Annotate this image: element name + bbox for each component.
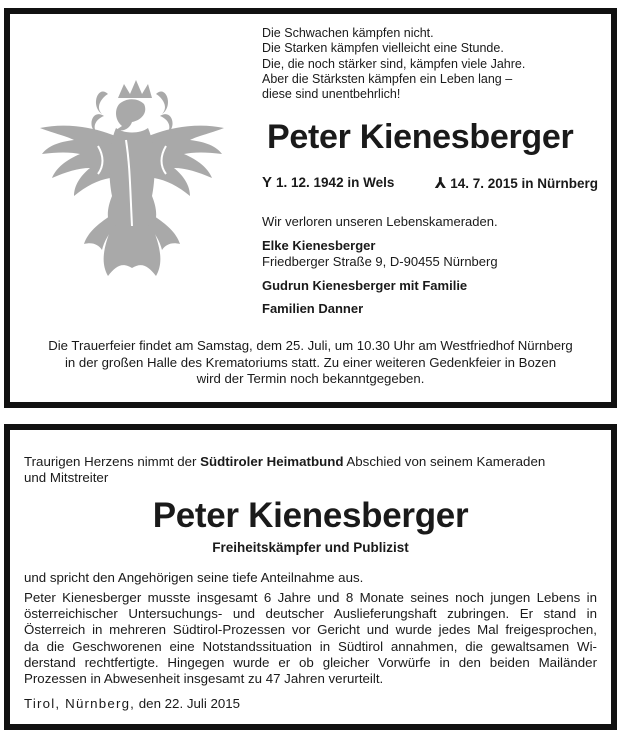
poem-line: Die Starken kämpfen vielleicht eine Stunde.	[262, 41, 504, 56]
biography-line: Peter Kienesberger musste insgesamt 6 Jahre und 8 Monate seines noch jungen Lebens in	[24, 590, 597, 605]
statement: Wir verloren unseren Lebenskameraden.	[262, 214, 498, 229]
birth-symbol-icon: Y	[262, 174, 273, 191]
death-text: 14. 7. 2015 in Nürnberg	[450, 176, 598, 191]
place-and-date	[24, 696, 240, 711]
biography-line: da die Geschworenen eine Notstandssituation in Südtirol annahmen, die gewaltsamen Wi-	[24, 638, 597, 654]
deceased-title: Freiheitskämpfer und Publizist	[212, 540, 409, 555]
intro-text	[24, 454, 597, 486]
poem-line: Die Schwachen kämpfen nicht.	[262, 26, 434, 40]
mourner-name: Gudrun Kienesberger mit Familie	[262, 277, 468, 293]
place: Tirol, Nürnberg,	[24, 696, 136, 711]
intro-part: Abschied von seinem Kameraden	[343, 454, 546, 469]
mourner-name: Familien Danner	[262, 301, 364, 316]
service-line: Die Trauerfeier findet am Samstag, dem 25. Juli, um 10.30 Uhr am Westfriedhof Nürnberg	[48, 338, 573, 353]
service-line: in der großen Halle des Krematoriums statt. Zu einer weiteren Gedenkfeier in Bozen	[64, 354, 557, 370]
birth-text: 1. 12. 1942 in Wels	[276, 175, 395, 190]
funeral-service-info	[10, 338, 611, 388]
death-notice-family	[4, 8, 617, 408]
poem-line: Die, die noch stärker sind, kämpfen viele Jahre.	[262, 56, 526, 71]
condolence-text: und spricht den Angehörigen seine tiefe Anteilnahme aus.	[24, 570, 364, 585]
death-symbol-icon: ⅄	[434, 175, 447, 192]
birth-date	[262, 174, 394, 191]
poem-line: Aber die Stärksten kämpfen ein Leben lang –	[262, 71, 513, 86]
service-line: wird der Termin noch bekanntgegeben.	[196, 371, 425, 386]
date: den 22. Juli 2015	[135, 696, 241, 711]
organization-name: Südtiroler Heimatbund	[200, 454, 344, 469]
deceased-name: Peter Kienesberger	[267, 118, 574, 156]
intro-line	[24, 454, 597, 470]
biography-line: Österreich in mehreren Südtirol-Prozessen vor Gericht und wurde jedes Mal freigesprochen,	[24, 622, 597, 638]
biography-line: österreichischer Untersuchungs- und deutscher Auslieferungshaft zubringen. Er stand in	[24, 606, 597, 622]
mourners	[262, 214, 498, 318]
intro-line: und Mitstreiter	[24, 470, 109, 485]
tyrolean-eagle-emblem	[38, 76, 226, 286]
poem	[262, 26, 525, 102]
death-notice-heimatbund	[4, 424, 617, 730]
mourner-name: Elke Kienesberger	[262, 237, 376, 253]
poem-line: diese sind unentbehrlich!	[262, 87, 401, 102]
biography-text	[24, 590, 597, 687]
biography-line: derstand rechtfertigte. Hingegen wurde er ob gleicher Vorwürfe in den beiden Mailänder	[24, 654, 597, 670]
mourner-address: Friedberger Straße 9, D-90455 Nürnberg	[262, 254, 498, 269]
death-date	[435, 174, 598, 192]
biography-line: Prozessen in Abwesenheit insgesamt zu 47 Jahren verurteilt.	[24, 671, 384, 687]
intro-part: Traurigen Herzens nimmt der	[24, 454, 201, 469]
deceased-name: Peter Kienesberger	[152, 496, 469, 535]
